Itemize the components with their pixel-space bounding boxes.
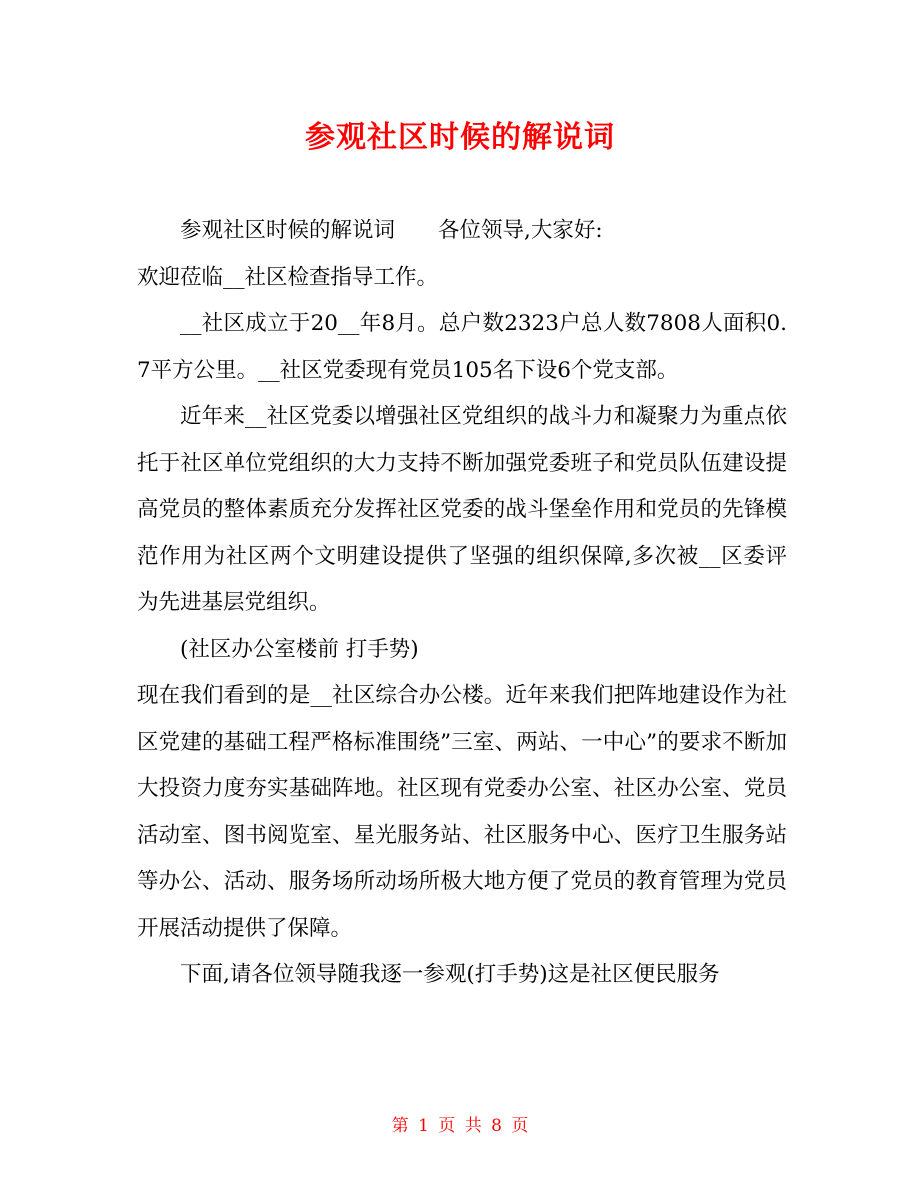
paragraph-party-committee: 近年来__社区党委以增强社区党组织的战斗力和凝聚力为重点依托于社区单位党组织的大力支持不断加强党委班子和党员队伍建设提高党员的整体素质充分发挥社区党委的战斗堡垒作用和党员的先锋模范作用为社区两个文明建设提供了坚强的组织保障,多次被__区委评为先进基层党组织。	[137, 404, 787, 615]
document-title: 参观社区时候的解说词	[305, 120, 615, 155]
paragraph-greeting: 参观社区时候的解说词 各位领导,大家好:	[180, 218, 603, 243]
paragraph-next-visit: 下面,请各位领导随我逐一参观(打手势)这是社区便民服务	[180, 962, 720, 987]
document-body	[137, 208, 787, 999]
paragraph-welcome: 欢迎莅临__社区检查指导工作。	[137, 264, 439, 290]
paragraph-office-building: 现在我们看到的是__社区综合办公楼。近年来我们把阵地建设作为社区党建的基础工程严格标准围绕”三室、两站、一中心”的要求不断加大投资力度夯实基础阵地。社区现有党委办公室、社区办公室、党员活动室、图书阅览室、星光服务站、社区服务中心、医疗卫生服务站等办公、活动、服务场所动场所极大地方便了党员的教育管理为党员开展活动提供了保障。	[137, 683, 787, 941]
paragraph-community-overview: __社区成立于20__年8月。总户数2323户总人数7808人面积0.7平方公里。__社区党委现有党员105名下设6个党支部。	[137, 311, 787, 383]
paragraph-stage-direction: (社区办公室楼前 打手势)	[180, 636, 419, 662]
page-footer: 第 1 页 共 8 页	[391, 1116, 529, 1136]
